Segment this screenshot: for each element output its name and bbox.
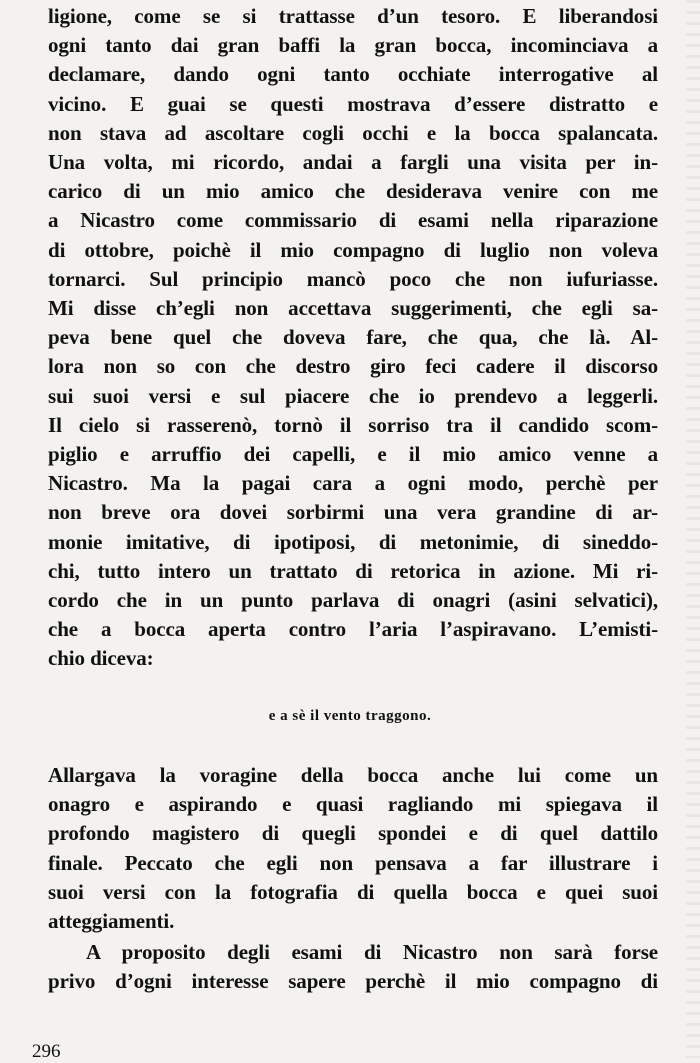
text-line: chi, tutto intero un trattato di retorica in azione. Mi ri- — [48, 558, 658, 583]
text-line: sui suoi versi e sul piacere che io prendevo a leggerli. — [48, 383, 658, 408]
text-line: cordo che in un punto parlava di onagri (asini selvatici), — [48, 588, 658, 613]
text-line: ogni tanto dai gran baffi la gran bocca, incominciava a — [48, 33, 658, 58]
text-line: ligione, come se si trattasse d’un tesoro. E liberandosi — [48, 4, 658, 28]
page-number: 296 — [32, 1041, 61, 1062]
text-line: A proposito degli esami di Nicastro non sarà forse — [86, 940, 658, 964]
text-line: a Nicastro come commissario di esami nella riparazione — [48, 208, 658, 233]
scan-edge-shadow — [686, 0, 700, 1058]
text-line: di ottobre, poichè il mio compagno di luglio non voleva — [48, 237, 658, 262]
text-line: profondo magistero di quegli spondei e di quel dattilo — [48, 821, 658, 846]
text-line: privo d’ogni interesse sapere perchè il mio compagno di — [48, 969, 658, 994]
paragraph-2 — [48, 761, 658, 936]
text-line: Mi disse ch’egli non accettava suggerimenti, che egli sa- — [48, 296, 658, 321]
text-line: chio diceva: — [48, 646, 154, 671]
text-line: onagro e aspirando e quasi ragliando mi spiegava il — [48, 792, 658, 817]
text-line: peva bene quel che doveva fare, che qua, che là. Al- — [48, 325, 658, 350]
text-line: che a bocca aperta contro l’aria l’aspiravano. L’emisti- — [48, 617, 658, 642]
text-line: Nicastro. Ma la pagai cara a ogni modo, perchè per — [48, 471, 658, 496]
text-line: finale. Peccato che egli non pensava a far illustrare i — [48, 850, 658, 875]
text-line: piglio e arruffio dei capelli, e il mio amico venne a — [48, 442, 658, 467]
text-line: suoi versi con la fotografia di quella bocca e quei suoi — [48, 879, 658, 904]
text-line: monie imitative, di ipotiposi, di metonimie, di sineddo- — [48, 529, 658, 554]
text-line: declamare, dando ogni tanto occhiate interrogative al — [48, 62, 658, 87]
text-line: Il cielo si rasserenò, tornò il sorriso tra il candido scom- — [48, 412, 658, 437]
text-line: carico di un mio amico che desiderava venire con me — [48, 179, 658, 204]
paragraph-3 — [48, 938, 658, 996]
text-line: tornarci. Sul principio mancò poco che non iufuriasse. — [48, 266, 658, 291]
text-line: Allargava la voragine della bocca anche lui come un — [48, 763, 658, 787]
text-line: atteggiamenti. — [48, 909, 175, 934]
verse-quote: e a sè il vento traggono. — [268, 708, 432, 724]
text-line: lora non so con che destro giro feci cadere il discorso — [48, 354, 658, 379]
text-line: Una volta, mi ricordo, andai a fargli una visita per in- — [48, 150, 658, 175]
text-line: vicino. E guai se questi mostrava d’essere distratto e — [48, 91, 658, 116]
paragraph-1 — [48, 2, 658, 674]
text-line: non breve ora dovei sorbirmi una vera grandine di ar- — [48, 500, 658, 525]
text-line: non stava ad ascoltare cogli occhi e la bocca spalancata. — [48, 120, 658, 145]
